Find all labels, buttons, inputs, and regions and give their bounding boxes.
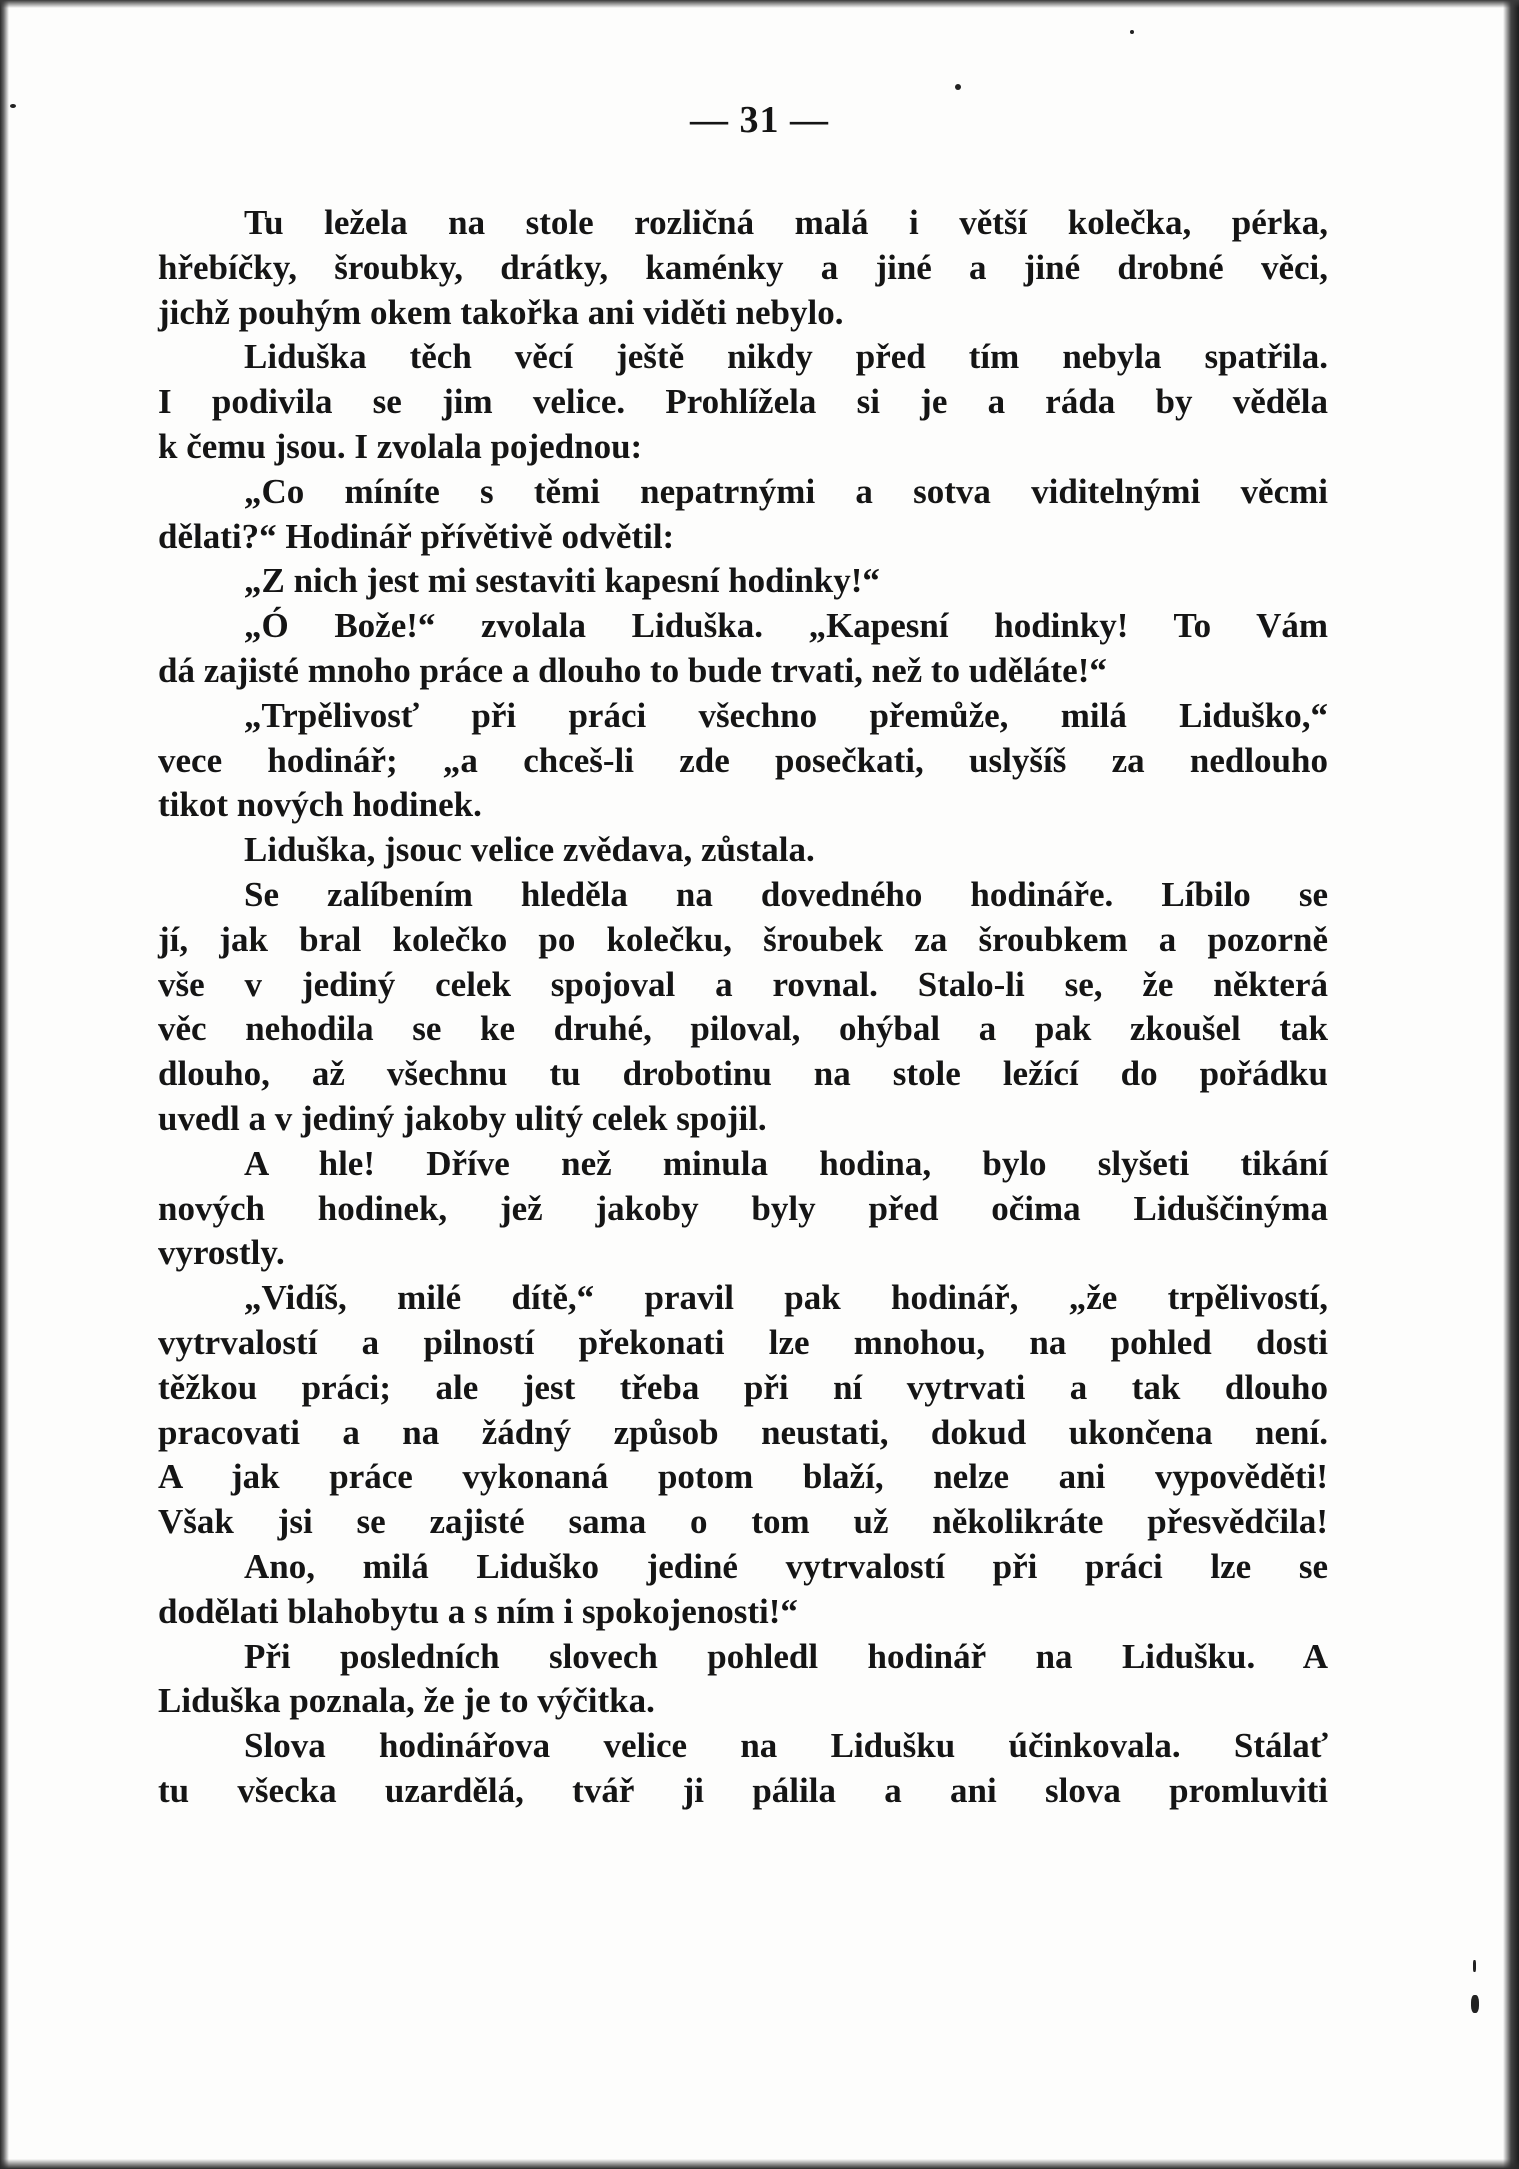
scan-speck bbox=[1471, 1995, 1479, 2013]
text-line: A jak práce vykonaná potom blaží, nelze ani vypověděti! bbox=[158, 1457, 1328, 1497]
text-line: dodělati blahobytu a s ním i spokojenosti!“ bbox=[158, 1591, 798, 1631]
text-line: tikot nových hodinek. bbox=[158, 785, 482, 825]
text-line: „Trpělivosť při práci všechno přemůže, milá Liduško,“ bbox=[244, 695, 1328, 735]
scan-speck bbox=[1130, 30, 1134, 34]
text-line: věc nehodila se ke druhé, piloval, ohýbal a pak zkoušel tak bbox=[158, 1009, 1328, 1049]
text-line: I podivila se jim velice. Prohlížela si je a ráda by věděla bbox=[158, 382, 1328, 422]
text-line: dělati?“ Hodinář přívětivě odvětil: bbox=[158, 516, 675, 556]
scan-speck bbox=[1473, 1960, 1476, 1972]
scan-edge-bottom bbox=[0, 2159, 1519, 2169]
text-line: „Vidíš, milé dítě,“ pravil pak hodinář, „že trpělivostí, bbox=[244, 1278, 1328, 1318]
text-line: dá zajisté mnoho práce a dlouho to bude trvati, než to uděláte!“ bbox=[158, 650, 1107, 690]
text-line: vyrostly. bbox=[158, 1233, 285, 1273]
text-line: vece hodinář; „a chceš-li zde posečkati, uslyšíš za nedlouho bbox=[158, 740, 1328, 780]
text-line: jí, jak bral kolečko po kolečku, šroubek za šroubkem a pozorně bbox=[158, 919, 1328, 959]
scan-edge-top bbox=[0, 0, 1519, 8]
text-line: nových hodinek, jež jakoby byly před očima Liduščinýma bbox=[158, 1188, 1328, 1228]
text-line: Liduška těch věcí ještě nikdy před tím nebyla spatřila. bbox=[244, 337, 1328, 377]
page-number: — 31 — bbox=[690, 99, 829, 141]
text-line: vše v jediný celek spojoval a rovnal. Stalo-li se, že některá bbox=[158, 964, 1328, 1004]
text-line: Se zalíbením hleděla na dovedného hodináře. Líbilo se bbox=[244, 874, 1328, 914]
text-line: těžkou práci; ale jest třeba při ní vytrvati a tak dlouho bbox=[158, 1367, 1328, 1407]
text-line: pracovati a na žádný způsob neustati, dokud ukončena není. bbox=[158, 1412, 1328, 1452]
text-line: „Co míníte s těmi nepatrnými a sotva viditelnými věcmi bbox=[244, 471, 1328, 511]
scan-edge-right bbox=[1503, 0, 1519, 2169]
text-line: hřebíčky, šroubky, drátky, kaménky a jiné a jiné drobné věci, bbox=[158, 247, 1328, 287]
scan-speck bbox=[955, 84, 961, 90]
text-line: Při posledních slovech pohledl hodinář na Lidušku. A bbox=[244, 1636, 1328, 1676]
body-text bbox=[158, 201, 1328, 1814]
text-line: uvedl a v jediný jakoby ulitý celek spojil. bbox=[158, 1098, 767, 1138]
text-line: vytrvalostí a pilností překonati lze mnohou, na pohled dosti bbox=[158, 1322, 1328, 1362]
text-line: Liduška, jsouc velice zvědava, zůstala. bbox=[244, 830, 815, 870]
text-line: Však jsi se zajisté sama o tom už několikráte přesvědčila! bbox=[158, 1502, 1328, 1542]
text-line: Liduška poznala, že je to výčitka. bbox=[158, 1681, 655, 1721]
text-line: „Ó Bože!“ zvolala Liduška. „Kapesní hodinky! To Vám bbox=[244, 606, 1328, 646]
text-line: tu všecka uzardělá, tvář ji pálila a ani slova promluviti bbox=[158, 1770, 1328, 1810]
text-line: k čemu jsou. I zvolala pojednou: bbox=[158, 426, 643, 466]
text-line: „Z nich jest mi sestaviti kapesní hodinky!“ bbox=[244, 561, 880, 601]
text-line: dlouho, až všechnu tu drobotinu na stole ležící do pořádku bbox=[158, 1054, 1328, 1094]
text-line: Tu ležela na stole rozličná malá i větší kolečka, pérka, bbox=[244, 203, 1328, 242]
text-line: Ano, milá Liduško jediné vytrvalostí při práci lze se bbox=[244, 1546, 1328, 1586]
scan-edge-left bbox=[0, 0, 9, 2169]
text-line: jichž pouhým okem takořka ani viděti nebylo. bbox=[158, 292, 844, 332]
text-line: Slova hodinářova velice na Lidušku účinkovala. Stálať bbox=[244, 1726, 1328, 1766]
text-line: A hle! Dříve než minula hodina, bylo slyšeti tikání bbox=[244, 1143, 1328, 1183]
